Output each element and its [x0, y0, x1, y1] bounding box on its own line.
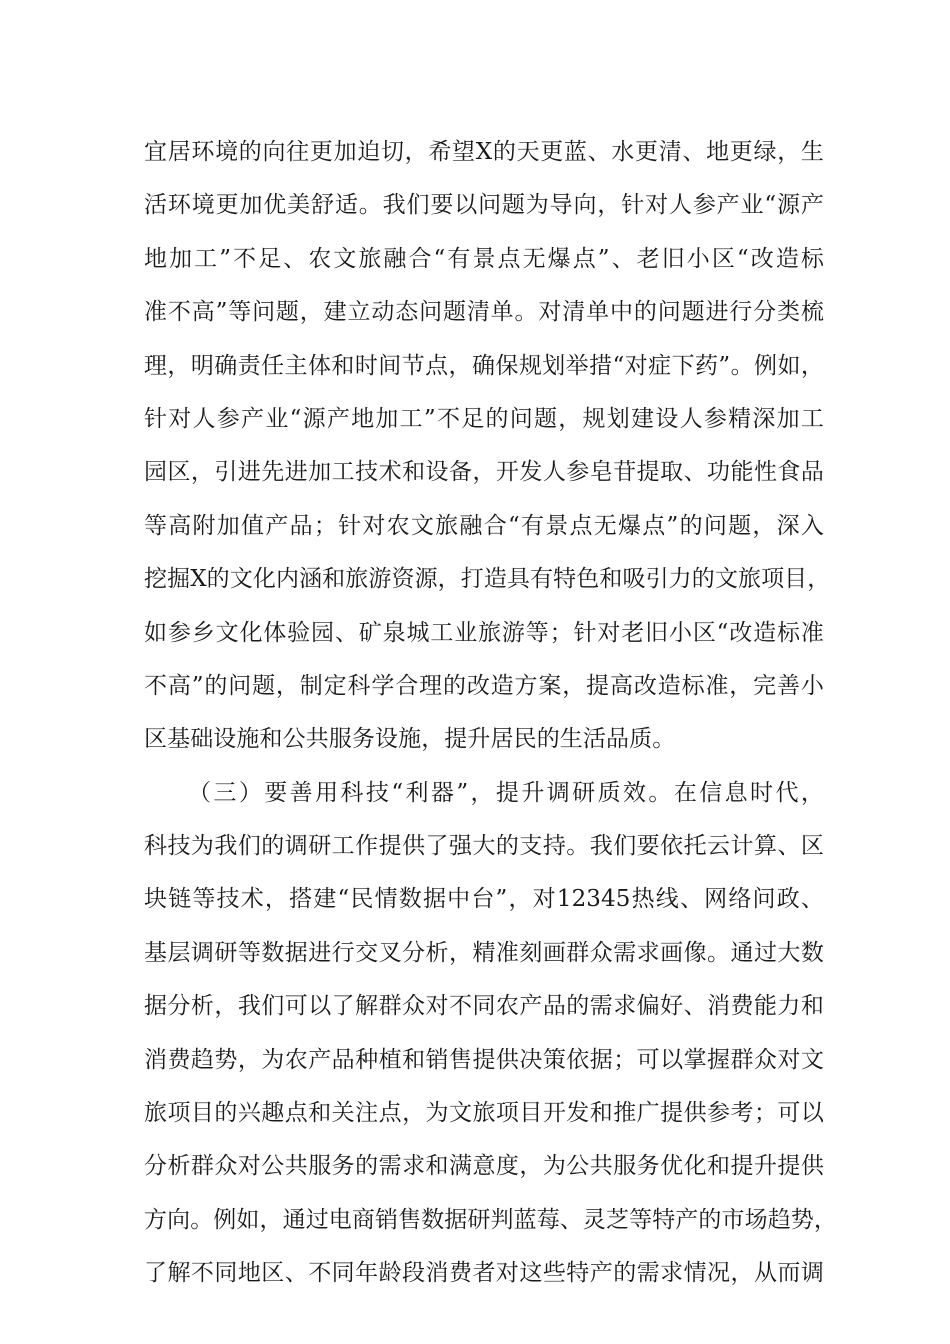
text-line: 地加工”不足、农文旅融合“有景点无爆点”、老旧小区“改造标	[144, 245, 824, 272]
text-line: 园区，引进先进加工技术和设备，开发人参皂苷提取、功能性食品	[144, 459, 824, 486]
text-line: 等高附加值产品；针对农文旅融合“有景点无爆点”的问题，深入	[144, 512, 824, 539]
section-heading-line: （三）要善用科技“利器”，提升调研质效。在信息时代，	[188, 779, 824, 806]
text-line: 准不高”等问题，建立动态问题清单。对清单中的问题进行分类梳	[144, 299, 824, 326]
text-line: 科技为我们的调研工作提供了强大的支持。我们要依托云计算、区	[144, 833, 824, 860]
body-text	[144, 126, 837, 1301]
text-line: 消费趋势，为农产品种植和销售提供决策依据；可以掌握群众对文	[144, 1046, 824, 1073]
text-line: 基层调研等数据进行交叉分析，精准刻画群众需求画像。通过大数	[144, 939, 824, 966]
text-line: 了解不同地区、不同年龄段消费者对这些特产的需求情况，从而调	[144, 1260, 824, 1287]
text-line: 旅项目的兴趣点和关注点，为文旅项目开发和推广提供参考；可以	[144, 1100, 824, 1127]
text-line: 方向。例如，通过电商销售数据研判蓝莓、灵芝等特产的市场趋势，	[144, 1206, 837, 1233]
text-line: 分析群众对公共服务的需求和满意度，为公共服务优化和提升提供	[144, 1153, 824, 1180]
text-line: 挖掘X的文化内涵和旅游资源，打造具有特色和吸引力的文旅项目，	[144, 566, 831, 593]
text-line: 针对人参产业“源产地加工”不足的问题，规划建设人参精深加工	[144, 405, 824, 432]
text-line: 如参乡文化体验园、矿泉城工业旅游等；针对老旧小区“改造标准	[144, 619, 824, 646]
text-line: 宜居环境的向往更加迫切，希望X的天更蓝、水更清、地更绿，生	[144, 139, 824, 165]
text-line: 不高”的问题，制定科学合理的改造方案，提高改造标准，完善小	[144, 672, 824, 699]
text-line: 据分析，我们可以了解群众对不同农产品的需求偏好、消费能力和	[144, 993, 824, 1020]
text-line: 理，明确责任主体和时间节点，确保规划举措“对症下药”。例如，	[144, 352, 824, 379]
text-line: 块链等技术，搭建“民情数据中台”，对12345热线、网络问政、	[144, 886, 824, 913]
text-line: 区基础设施和公共服务设施，提升居民的生活品质。	[144, 726, 676, 753]
text-line: 活环境更加优美舒适。我们要以问题为导向，针对人参产业“源产	[144, 192, 824, 219]
